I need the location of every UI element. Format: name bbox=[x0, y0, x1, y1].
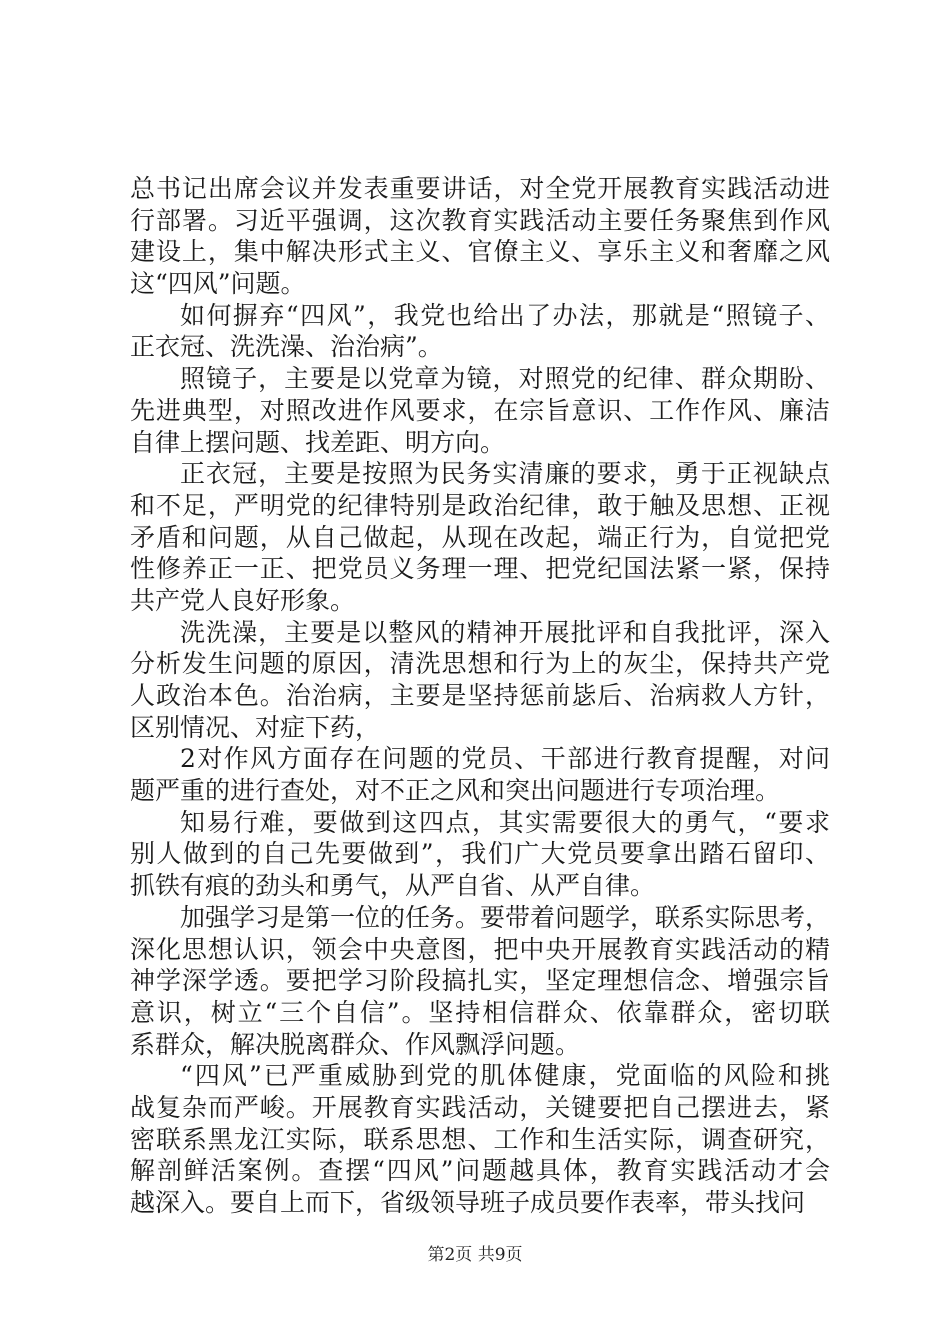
paragraph-list bbox=[130, 173, 830, 1219]
text-line: 区别情况、对症下药， bbox=[130, 712, 381, 742]
page-number: 第2页 共9页 bbox=[427, 1245, 523, 1265]
text-line: 抓铁有痕的劲头和勇气，从严自省、从严自律。 bbox=[130, 871, 656, 901]
text-line: 战复杂而严峻。开展教育实践活动，关键要把自己摆进去，紧 bbox=[130, 1092, 830, 1122]
text-line: 建设上，集中解决形式主义、官僚主义、享乐主义和奢靡之风 bbox=[130, 237, 830, 267]
text-line: 行部署。习近平强调，这次教育实践活动主要任务聚焦到作风 bbox=[130, 205, 830, 235]
paragraph bbox=[130, 807, 830, 902]
text-line: 如何摒弃“四风”，我党也给出了办法，那就是“照镜子、 bbox=[180, 300, 830, 330]
paragraph bbox=[130, 902, 830, 1060]
text-line: 神学深学透。要把学习阶段搞扎实，坚定理想信念、增强宗旨 bbox=[130, 966, 830, 996]
text-line: 自律上摆问题、找差距、明方向。 bbox=[130, 427, 506, 457]
text-line: 和不足，严明党的纪律特别是政治纪律，敢于触及思想、正视 bbox=[130, 490, 830, 520]
paragraph bbox=[130, 1060, 830, 1218]
text-line: 意识，树立“三个自信”。坚持相信群众、依靠群众，密切联 bbox=[130, 997, 830, 1027]
text-line: 人政治本色。治治病，主要是坚持惩前毖后、治病救人方针， bbox=[130, 681, 830, 710]
paragraph bbox=[130, 743, 830, 806]
text-line: 别人做到的自己先要做到”，我们广大党员要拿出踏石留印、 bbox=[130, 839, 830, 869]
text-line: 分析发生问题的原因，清洗思想和行为上的灰尘，保持共产党 bbox=[130, 649, 830, 679]
text-line: 知易行难，要做到这四点，其实需要很大的勇气，“要求 bbox=[180, 807, 830, 837]
text-line: 正衣冠、洗洗澡、治治病”。 bbox=[130, 332, 443, 362]
document-body bbox=[130, 173, 830, 1219]
text-line: 解剖鲜活案例。查摆“四风”问题越具体，教育实践活动才会 bbox=[130, 1156, 830, 1186]
text-line: 正衣冠，主要是按照为民务实清廉的要求，勇于正视缺点 bbox=[180, 459, 830, 489]
text-line: 系群众，解决脱离群众、作风飘浮问题。 bbox=[130, 1029, 581, 1059]
paragraph bbox=[130, 458, 830, 616]
text-line: 密联系黑龙江实际，联系思想、工作和生活实际，调查研究， bbox=[130, 1124, 830, 1154]
text-line: 洗洗澡，主要是以整风的精神开展批评和自我批评，深入 bbox=[180, 617, 830, 647]
text-line: 越深入。要自上而下，省级领导班子成员要作表率，带头找问 bbox=[130, 1188, 806, 1217]
text-line: 性修养正一正、把党员义务理一理、把党纪国法紧一紧，保持 bbox=[130, 554, 830, 584]
page-footer bbox=[0, 1244, 950, 1266]
text-line: 矛盾和问题，从自己做起，从现在改起，端正行为，自觉把党 bbox=[130, 522, 830, 552]
text-line: 照镜子，主要是以党章为镜，对照党的纪律、群众期盼、 bbox=[180, 364, 830, 394]
paragraph bbox=[130, 300, 830, 363]
paragraph bbox=[130, 617, 830, 744]
text-line: 2对作风方面存在问题的党员、干部进行教育提醒，对问 bbox=[180, 744, 830, 774]
text-line: 共产党人良好形象。 bbox=[130, 585, 356, 615]
text-line: “四风”已严重威胁到党的肌体健康，党面临的风险和挑 bbox=[180, 1061, 830, 1091]
paragraph bbox=[130, 363, 830, 458]
paragraph bbox=[130, 173, 830, 300]
text-line: 加强学习是第一位的任务。要带着问题学，联系实际思考， bbox=[180, 902, 831, 932]
text-line: 这“四风”问题。 bbox=[130, 269, 306, 299]
text-line: 题严重的进行查处，对不正之风和突出问题进行专项治理。 bbox=[130, 776, 781, 806]
text-line: 总书记出席会议并发表重要讲话，对全党开展教育实践活动进 bbox=[130, 174, 830, 203]
text-line: 先进典型，对照改进作风要求，在宗旨意识、工作作风、廉洁 bbox=[130, 395, 830, 425]
text-line: 深化思想认识，领会中央意图，把中央开展教育实践活动的精 bbox=[130, 934, 830, 964]
